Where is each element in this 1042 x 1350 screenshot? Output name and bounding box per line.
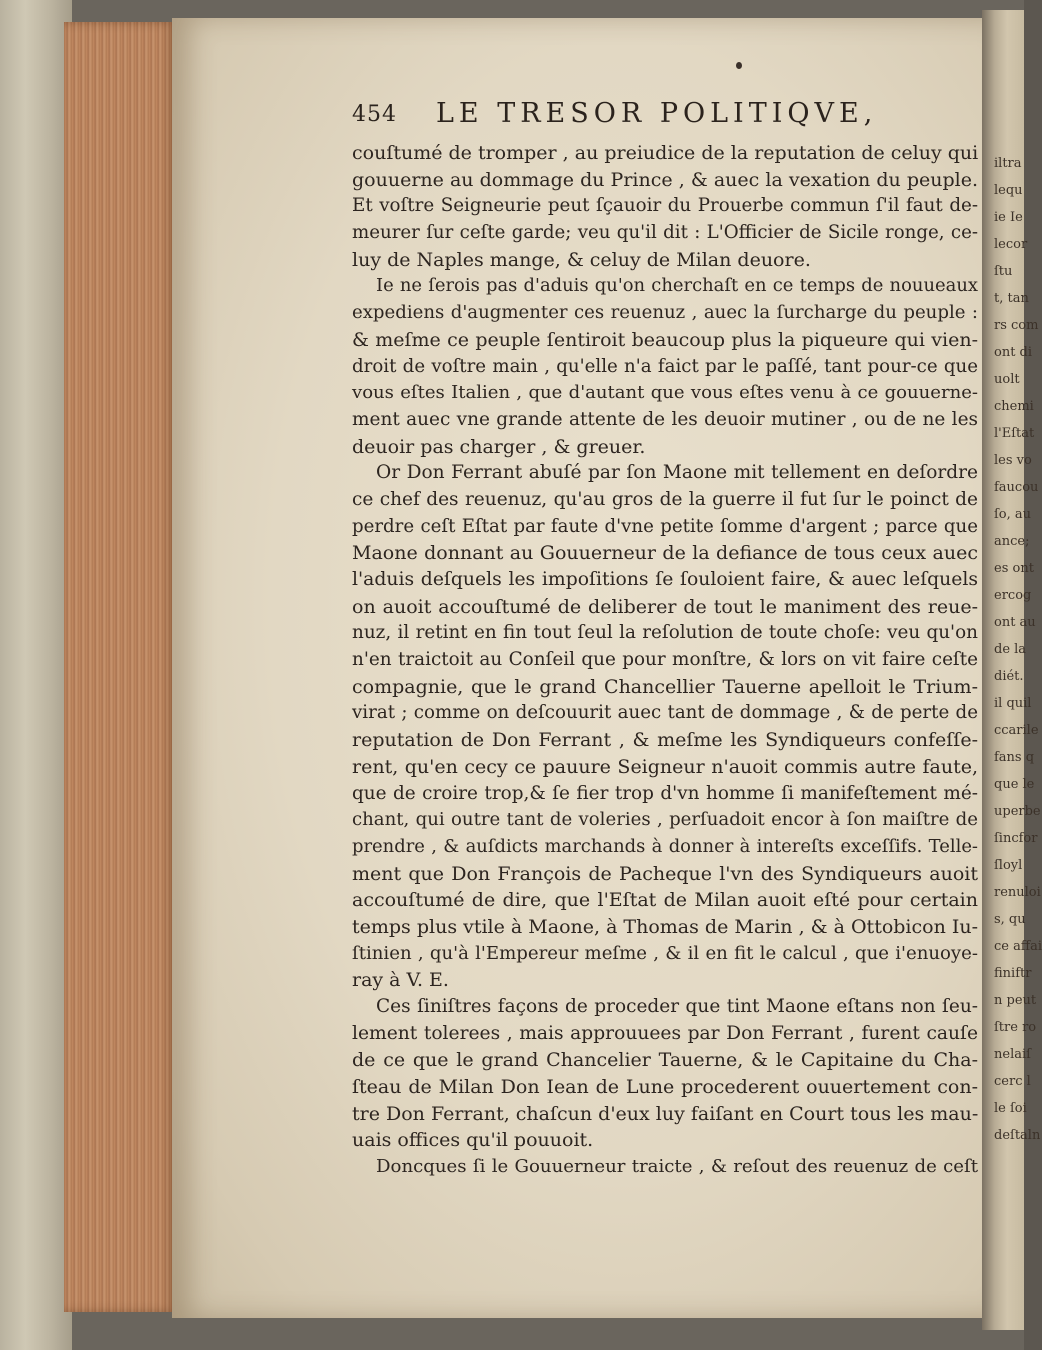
text-line: reputation de Don Ferrant , & meſme les Syndiqueurs confeſſe- bbox=[352, 729, 978, 752]
text-line: deuoir pas charger , & greuer. bbox=[352, 435, 646, 458]
text-line: Or Don Ferrant abuſé par ſon Maone mit tellement en deſordre bbox=[376, 462, 978, 484]
page-edges bbox=[64, 22, 176, 1312]
facing-fragment: ſincfor bbox=[994, 831, 1038, 846]
facing-fragment: diét. bbox=[994, 669, 1024, 684]
running-head bbox=[178, 96, 938, 136]
facing-fragment: ſo, au bbox=[994, 507, 1032, 522]
text-line: ment que Don François de Pacheque l'vn des Syndiqueurs auoit bbox=[352, 862, 978, 885]
text-line: que de croire trop,& ſe fier trop d'vn homme ſi manifeſtement mé- bbox=[352, 782, 978, 804]
text-line: perdre ceſt Eſtat par faute d'vne petite ſomme d'argent ; parce que bbox=[352, 515, 978, 537]
facing-fragment: faucou bbox=[994, 480, 1039, 495]
facing-fragment: le ſoi bbox=[994, 1101, 1027, 1116]
facing-fragment: iltra bbox=[994, 156, 1022, 171]
text-line: ſteau de Milan Don Iean de Lune procederent ouuertement con- bbox=[352, 1076, 978, 1099]
text-line: vous eſtes Italien , que d'autant que vous eſtes venu à ce gouuerne- bbox=[352, 382, 978, 404]
facing-page-fragments bbox=[994, 150, 1042, 1149]
facing-fragment: que le bbox=[994, 777, 1035, 792]
text-line: Ces ſiniſtres façons de proceder que tint Maone eſtans non ſeu- bbox=[376, 996, 978, 1017]
text-line: prendre , & auſdicts marchands à donner à intereſts exceſſifs. Telle- bbox=[352, 835, 978, 857]
page-number: 454 bbox=[352, 102, 397, 127]
facing-fragment: finiftr bbox=[994, 966, 1032, 981]
facing-fragment: rs com bbox=[994, 318, 1039, 333]
text-line: rent, qu'en cecy ce pauure Seigneur n'auoit commis autre faute, bbox=[352, 755, 978, 778]
facing-fragment: chemi bbox=[994, 399, 1034, 414]
text-line: ſtinien , qu'à l'Empereur meſme , & il en fit le calcul , que i'enuoye- bbox=[352, 942, 978, 964]
text-line: ce chef des reuenuz, qu'au gros de la guerre il fut ſur le poinct de bbox=[352, 488, 978, 510]
facing-fragment: ce affai bbox=[994, 939, 1042, 954]
text-line: temps plus vtile à Maone, à Thomas de Marin , & à Ottobicon Iu- bbox=[352, 915, 979, 938]
text-line: uais offices qu'il pouuoit. bbox=[352, 1129, 594, 1152]
facing-fragment: ont di bbox=[994, 345, 1033, 360]
facing-fragment: nelaiſ bbox=[994, 1047, 1031, 1062]
facing-fragment: n peut bbox=[994, 993, 1037, 1008]
text-line: accouſtumé de dire, que l'Eſtat de Milan auoit eſté pour certain bbox=[352, 889, 978, 912]
facing-fragment: l'Eſtat bbox=[994, 426, 1035, 441]
text-line: ray à V. E. bbox=[352, 969, 449, 992]
facing-fragment: t, tan bbox=[994, 291, 1029, 306]
facing-fragment: uolt bbox=[994, 372, 1020, 387]
facing-page-edge bbox=[982, 10, 1042, 1330]
text-line: de ce que le grand Chancelier Tauerne, & le Capitaine du Cha- bbox=[352, 1049, 978, 1072]
facing-fragment: fans q bbox=[994, 750, 1035, 765]
text-line: ment auec vne grande attente de les deuoir mutiner , ou de ne les bbox=[352, 408, 978, 430]
text-line: expediens d'augmenter ces reuenuz , auec la ſurcharge du peuple : bbox=[352, 302, 978, 324]
facing-fragment: cerc l bbox=[994, 1074, 1031, 1089]
facing-fragment: lecor bbox=[994, 237, 1028, 252]
text-line: Et voſtre Seigneurie peut ſçauoir du Prouerbe commun ſ'il faut de- bbox=[352, 195, 978, 217]
text-line: gouuerne au dommage du Prince , & auec la vexation du peuple. bbox=[352, 168, 978, 191]
text-line: meurer ſur ceſte garde; veu qu'il dit : L'Officier de Sicile ronge, ce- bbox=[352, 222, 978, 244]
facing-fragment: uperbe bbox=[994, 804, 1041, 819]
text-line: compagnie, que le grand Chancellier Tauerne apelloit le Trium- bbox=[352, 675, 978, 698]
facing-fragment: renuloi bbox=[994, 885, 1041, 900]
facing-fragment: ercog bbox=[994, 588, 1032, 603]
facing-fragment: les vo bbox=[994, 453, 1032, 468]
facing-fragment: ſtre ro bbox=[994, 1020, 1037, 1035]
running-title: LE TRESOR POLITIQVE, bbox=[436, 98, 878, 129]
cover-board bbox=[0, 0, 72, 1350]
text-line: virat ; comme on deſcouurit auec tant de dommage , & de perte de bbox=[352, 702, 978, 724]
text-line: n'en traictoit au Conſeil que pour monſtre, & lors on vit faire ceſte bbox=[352, 649, 978, 671]
text-line: nuz, il retint en fin tout ſeul la reſolution de toute choſe: veu qu'on bbox=[352, 622, 978, 644]
text-line: couſtumé de tromper , au preiudice de la reputation de celuy qui bbox=[352, 142, 979, 164]
text-line: on auoit accouſtumé de deliberer de tout le maniment des reue- bbox=[352, 595, 978, 618]
facing-fragment: de la bbox=[994, 642, 1027, 657]
facing-fragment: ſtu bbox=[994, 264, 1013, 279]
body-text bbox=[352, 140, 978, 1181]
text-line: luy de Naples mange, & celuy de Milan deuore. bbox=[352, 248, 811, 271]
facing-fragment: lequ bbox=[994, 183, 1023, 198]
text-line: lement tolerees , mais approuuees par Don Ferrant , furent cauſe bbox=[352, 1022, 978, 1044]
facing-fragment: s, qu bbox=[994, 912, 1026, 927]
text-line: chant, qui outre tant de voleries , perſuadoit encor à ſon maiſtre de bbox=[352, 809, 978, 831]
text-line: Maone donnant au Gouuerneur de la defiance de tous ceux auec bbox=[352, 542, 978, 565]
text-line: Ie ne ſerois pas d'aduis qu'on cherchaſt en ce temps de nouueaux bbox=[376, 275, 978, 297]
facing-fragment: deſtaln bbox=[994, 1128, 1041, 1143]
facing-fragment: il quil bbox=[994, 696, 1032, 711]
ink-spot bbox=[736, 62, 742, 69]
facing-fragment: ont au bbox=[994, 615, 1036, 630]
text-line: tre Don Ferrant, chaſcun d'eux luy faiſant en Court tous les mau- bbox=[352, 1102, 979, 1125]
facing-fragment: ſloyl bbox=[994, 858, 1023, 873]
facing-fragment: ccarile bbox=[994, 723, 1039, 738]
text-line: & meſme ce peuple ſentiroit beaucoup plus la piqueure qui vien- bbox=[352, 328, 978, 351]
text-line: l'aduis deſquels les impoſitions ſe ſouloient faire, & auec leſquels bbox=[352, 569, 978, 590]
facing-fragment: ance; bbox=[994, 534, 1030, 549]
text-line: Doncques ſi le Gouuerneur traicte , & reſout des reuenuz de ceſt bbox=[376, 1156, 978, 1178]
text-line: droit de voſtre main , qu'elle n'a faict par le paſſé, tant pour-ce que bbox=[352, 355, 978, 377]
facing-fragment: es ont bbox=[994, 561, 1034, 576]
facing-fragment: ie Ie bbox=[994, 210, 1023, 225]
